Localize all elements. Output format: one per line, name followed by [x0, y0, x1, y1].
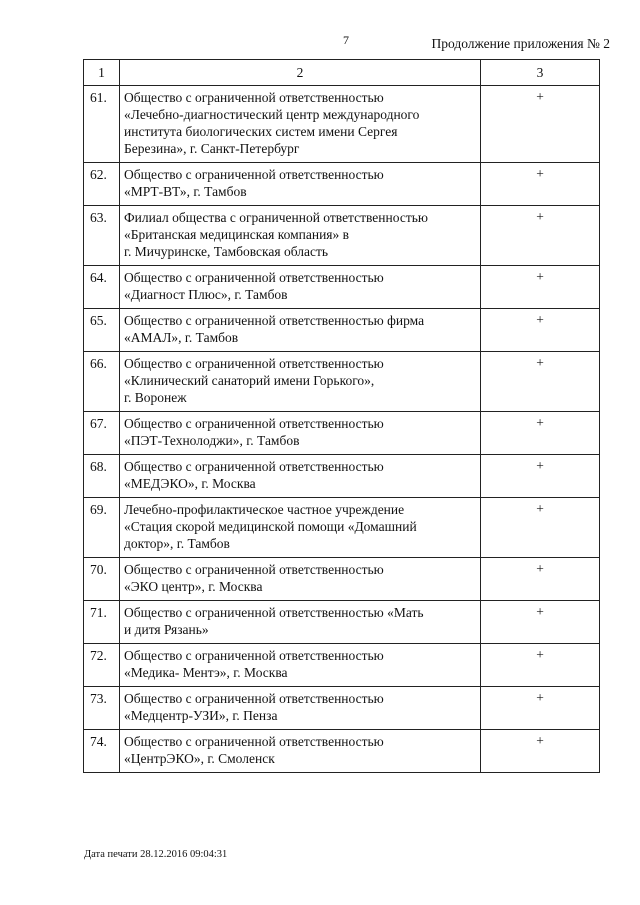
table-row [84, 601, 600, 644]
row-number: 66. [84, 352, 120, 412]
organization-name-line: Лечебно-профилактическое частное учреждение [124, 502, 405, 517]
table-row [84, 309, 600, 352]
table-row [84, 558, 600, 601]
row-number: 72. [84, 644, 120, 687]
row-number: 70. [84, 558, 120, 601]
inclusion-mark: + [481, 498, 600, 558]
organization-name-line: Общество с ограниченной ответственностью [124, 416, 384, 431]
organization-name-line: Березина», г. Санкт-Петербург [124, 141, 300, 156]
row-number: 73. [84, 687, 120, 730]
organization-name [120, 601, 481, 644]
organization-name-line: «Медцентр-УЗИ», г. Пенза [124, 708, 278, 723]
organization-name-line: «Стация скорой медицинской помощи «Домашний [124, 519, 417, 534]
organization-name-line: «Медика- Ментэ», г. Москва [124, 665, 288, 680]
table-body [84, 86, 600, 773]
organization-name [120, 644, 481, 687]
organization-name-line: Общество с ограниченной ответственностью [124, 734, 384, 749]
organization-name-line: «ЦентрЭКО», г. Смоленск [124, 751, 275, 766]
organization-name-line: Общество с ограниченной ответственностью [124, 648, 384, 663]
inclusion-mark: + [481, 730, 600, 773]
organization-name-line: доктор», г. Тамбов [124, 536, 230, 551]
inclusion-mark: + [481, 206, 600, 266]
inclusion-mark: + [481, 412, 600, 455]
organization-name [120, 558, 481, 601]
table-row [84, 266, 600, 309]
organization-name [120, 86, 481, 163]
organization-name [120, 163, 481, 206]
table-row [84, 412, 600, 455]
organization-name [120, 352, 481, 412]
inclusion-mark: + [481, 266, 600, 309]
table-row [84, 352, 600, 412]
organization-name-line: института биологических систем имени Сергея [124, 124, 398, 139]
inclusion-mark: + [481, 558, 600, 601]
organization-name-line: «Британская медицинская компания» в [124, 227, 350, 242]
inclusion-mark: + [481, 644, 600, 687]
row-number: 69. [84, 498, 120, 558]
organization-name-line: и дитя Рязань» [124, 622, 209, 637]
organization-name-line: г. Воронеж [124, 390, 187, 405]
organization-name-line: Общество с ограниченной ответственностью [124, 356, 384, 371]
table-row [84, 644, 600, 687]
row-number: 62. [84, 163, 120, 206]
table-row [84, 687, 600, 730]
organization-name-line: г. Мичуринске, Тамбовская область [124, 244, 329, 259]
column-header: 2 [120, 60, 481, 86]
table-row [84, 455, 600, 498]
inclusion-mark: + [481, 352, 600, 412]
organization-name [120, 687, 481, 730]
row-number: 67. [84, 412, 120, 455]
organization-name [120, 206, 481, 266]
organization-name-line: Общество с ограниченной ответственностью фирма [124, 313, 425, 328]
organization-name [120, 455, 481, 498]
organization-name [120, 412, 481, 455]
column-header: 1 [84, 60, 120, 86]
inclusion-mark: + [481, 601, 600, 644]
organization-name-line: Общество с ограниченной ответственностью [124, 691, 384, 706]
row-number: 71. [84, 601, 120, 644]
table-row [84, 730, 600, 773]
organization-name-line: «МЕДЭКО», г. Москва [124, 476, 256, 491]
organizations-table [83, 59, 600, 773]
inclusion-mark: + [481, 163, 600, 206]
page-number: 7 [343, 33, 349, 47]
column-header: 3 [481, 60, 600, 86]
organization-name-line: «Лечебно-диагностический центр международного [124, 107, 420, 122]
organization-name [120, 309, 481, 352]
organization-name-line: Общество с ограниченной ответственностью [124, 562, 384, 577]
inclusion-mark: + [481, 309, 600, 352]
table-row [84, 498, 600, 558]
inclusion-mark: + [481, 455, 600, 498]
row-number: 65. [84, 309, 120, 352]
row-number: 61. [84, 86, 120, 163]
row-number: 74. [84, 730, 120, 773]
row-number: 63. [84, 206, 120, 266]
inclusion-mark: + [481, 687, 600, 730]
organization-name-line: «АМАЛ», г. Тамбов [124, 330, 239, 345]
organization-name-line: «ПЭТ-Технолоджи», г. Тамбов [124, 433, 300, 448]
organization-name [120, 498, 481, 558]
organization-name-line: Общество с ограниченной ответственностью «Мать [124, 605, 424, 620]
row-number: 68. [84, 455, 120, 498]
row-number: 64. [84, 266, 120, 309]
organization-name-line: Общество с ограниченной ответственностью [124, 167, 384, 182]
organization-name-line: «ЭКО центр», г. Москва [124, 579, 263, 594]
organization-name [120, 266, 481, 309]
table-row [84, 86, 600, 163]
organization-name-line: Общество с ограниченной ответственностью [124, 90, 384, 105]
organization-name-line: «Клинический санаторий имени Горького», [124, 373, 375, 388]
organization-name-line: «Диагност Плюс», г. Тамбов [124, 287, 288, 302]
organization-name-line: Общество с ограниченной ответственностью [124, 459, 384, 474]
organization-name-line: «МРТ-ВТ», г. Тамбов [124, 184, 247, 199]
table-row [84, 163, 600, 206]
table-header-row [84, 60, 600, 86]
organization-name-line: Филиал общества с ограниченной ответственностью [124, 210, 428, 225]
table-row [84, 206, 600, 266]
organization-name [120, 730, 481, 773]
continuation-title: Продолжение приложения № 2 [431, 36, 610, 51]
print-date: Дата печати 28.12.2016 09:04:31 [84, 849, 228, 860]
organization-name-line: Общество с ограниченной ответственностью [124, 270, 384, 285]
inclusion-mark: + [481, 86, 600, 163]
